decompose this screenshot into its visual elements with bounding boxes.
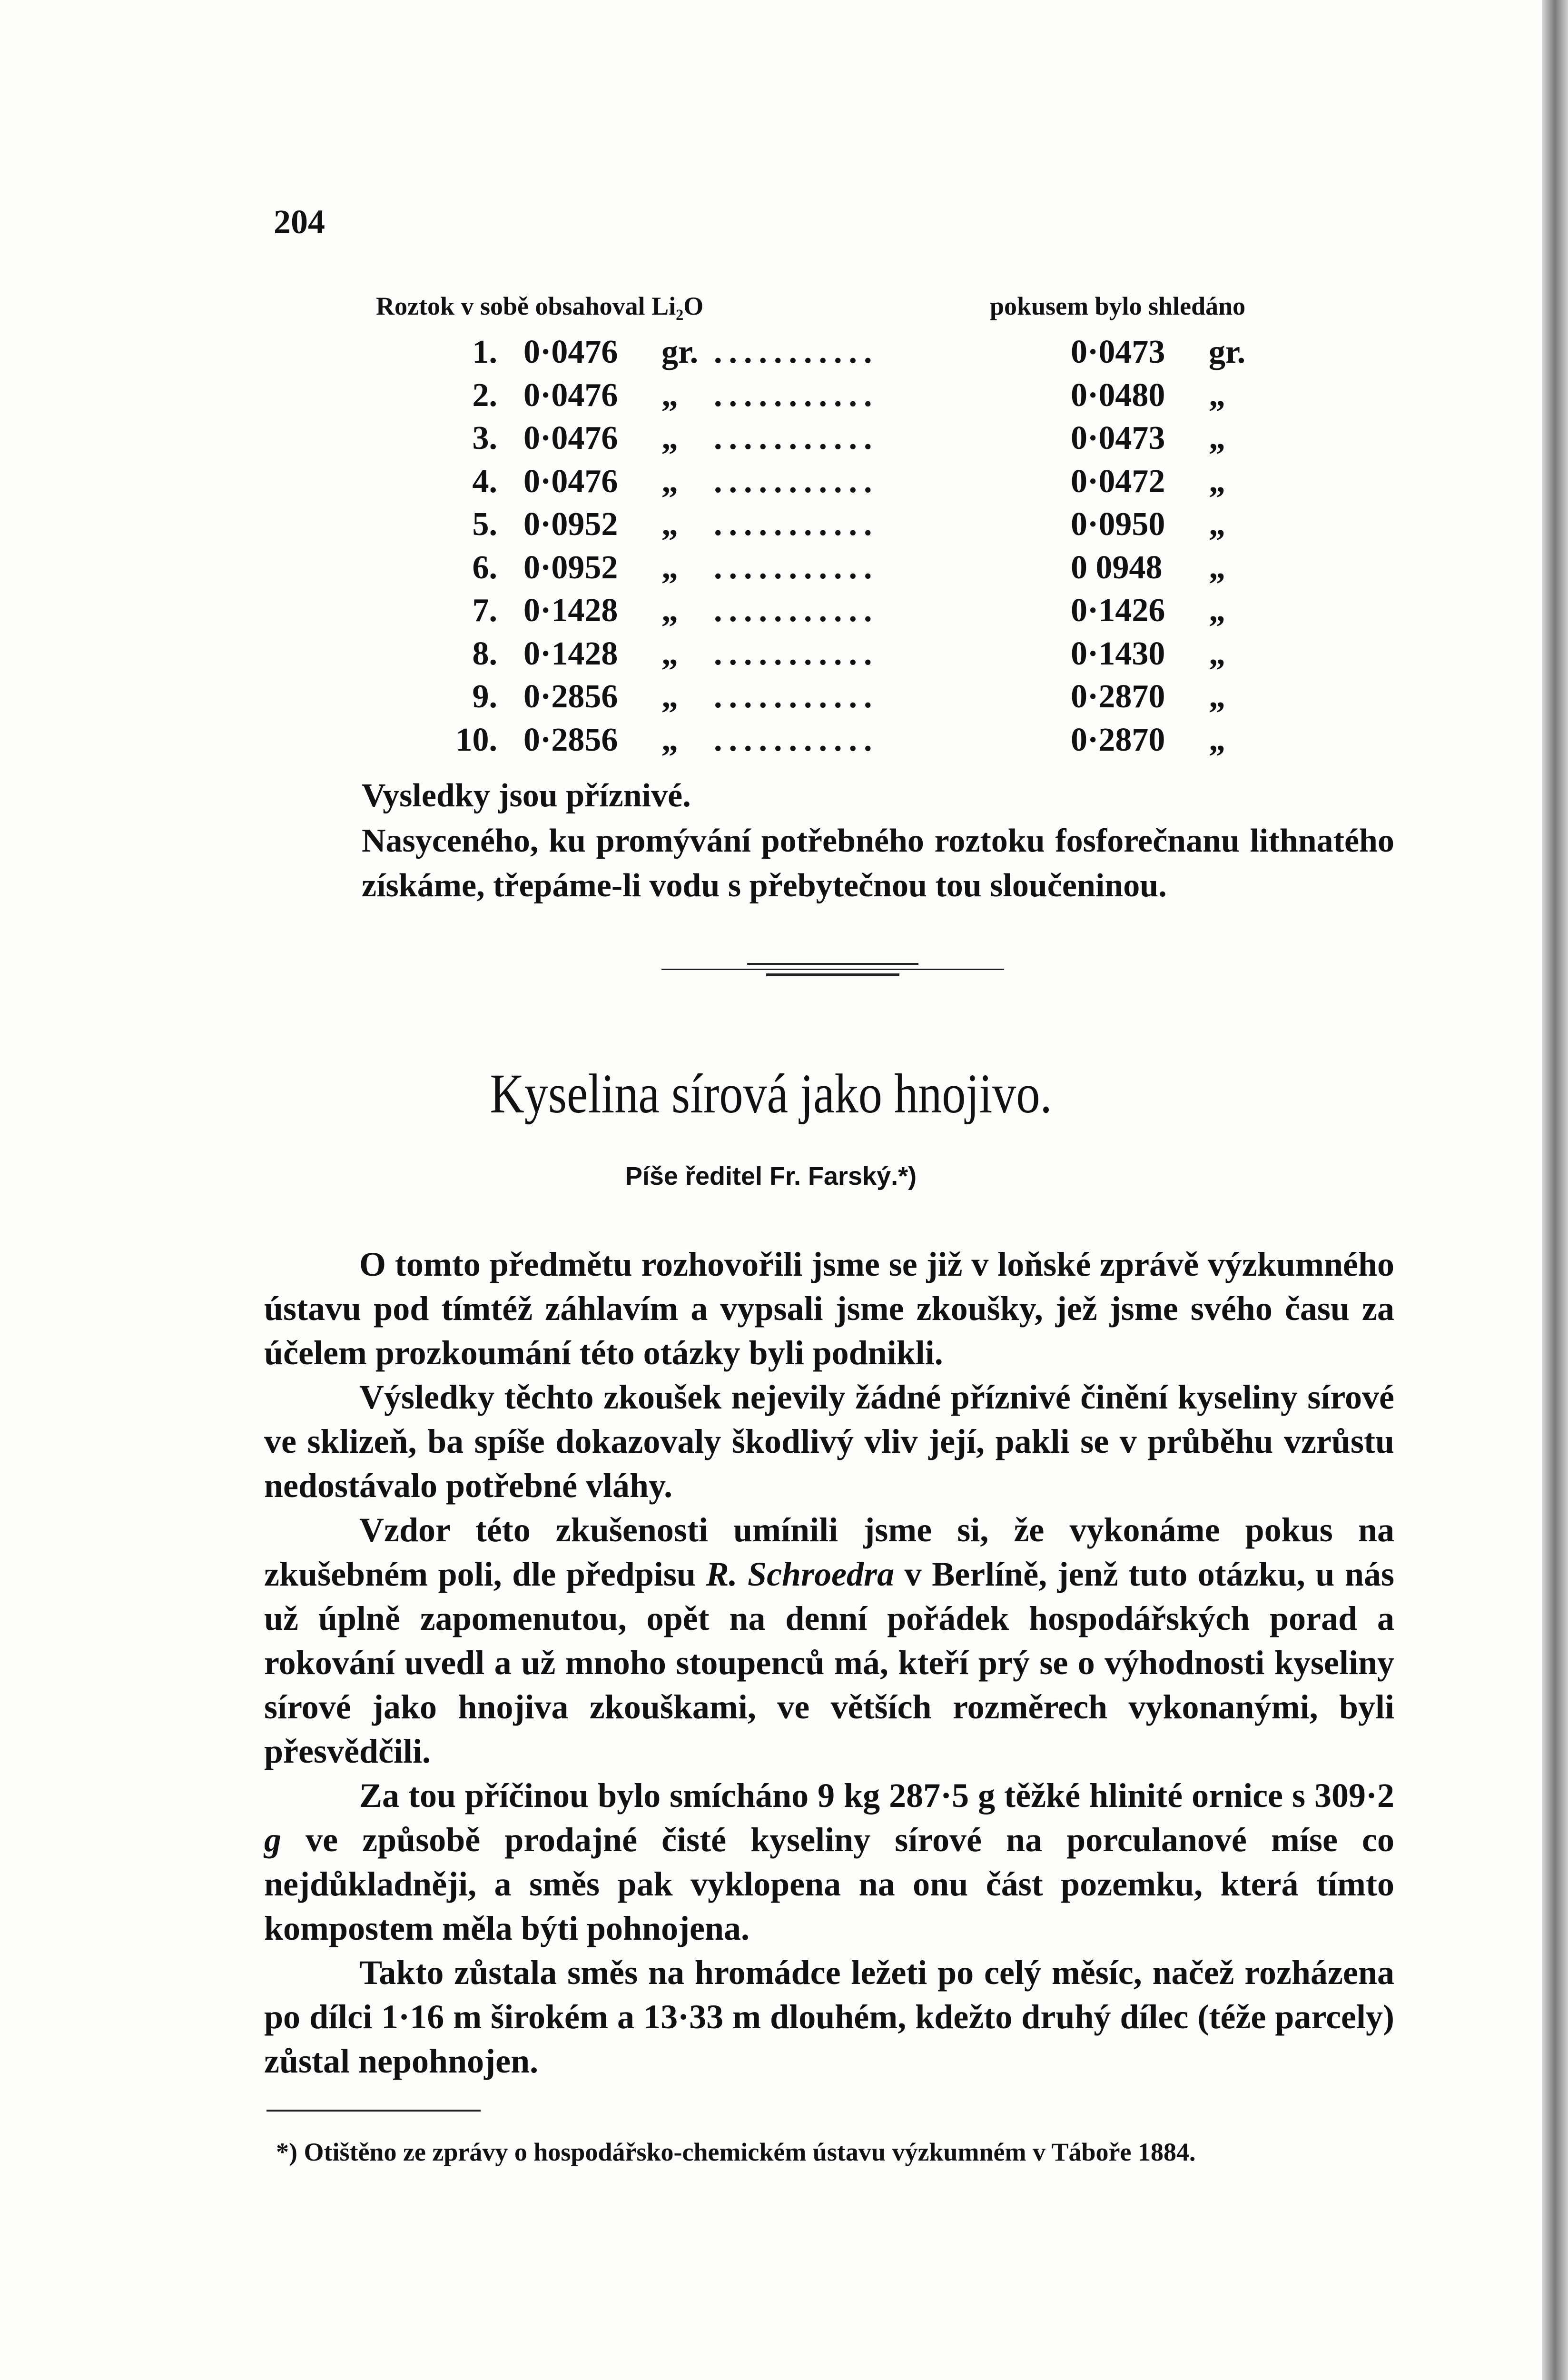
- row-dots: ...........: [714, 463, 879, 500]
- row-unit2: „: [1209, 463, 1225, 500]
- row-unit2: „: [1209, 635, 1225, 672]
- section-divider: [661, 959, 1004, 978]
- scan-edge: [1542, 0, 1568, 2380]
- row-val2: 0·0950: [1071, 506, 1165, 543]
- row-unit2: „: [1209, 506, 1225, 543]
- paragraph-4: Za tou příčinou bylo smícháno 9 kg 287·5 g těžké hlinité ornice s 309·2 g ve způsobě prodajné čisté kyseliny sírové na porculanové míse co nejdůkladněji, a směs pak vyklopena na onu část pozemku, která tímto kompostem měla býti pohnojena.: [264, 1776, 1394, 1947]
- row-unit2: gr.: [1209, 334, 1246, 370]
- row-unit1: „: [661, 506, 678, 543]
- footnote-rule: [266, 2110, 481, 2112]
- row-num: 1.: [472, 334, 497, 370]
- row-unit1: „: [661, 549, 678, 586]
- row-val1: 0·0476: [523, 377, 618, 414]
- row-unit1: „: [661, 592, 678, 629]
- article-body: [264, 1242, 1394, 2083]
- row-unit1: „: [661, 721, 678, 758]
- row-val2: 0·1426: [1071, 592, 1165, 629]
- row-num: 10.: [455, 721, 497, 758]
- row-unit2: „: [1209, 678, 1225, 715]
- table-row: [409, 377, 1290, 415]
- row-val1: 0·0476: [523, 420, 618, 456]
- row-unit2: „: [1209, 549, 1225, 586]
- results-paragraph: Nasyceného, ku promývání potřebného roztoku fosforečnanu lithnatého získáme, třepáme-li vodu s přebytečnou tou sloučeninou.: [362, 823, 1394, 904]
- row-num: 9.: [472, 678, 497, 715]
- row-unit1: gr.: [661, 334, 699, 370]
- table-row: [409, 549, 1290, 587]
- row-num: 6.: [472, 549, 497, 586]
- row-dots: ...........: [714, 721, 879, 758]
- row-dots: ...........: [714, 549, 879, 586]
- table-row: [409, 463, 1290, 501]
- row-val2: 0·2870: [1071, 721, 1165, 758]
- table-row: [409, 635, 1290, 673]
- row-val1: 0·0952: [523, 549, 618, 586]
- row-dots: ...........: [714, 377, 879, 414]
- row-num: 3.: [472, 420, 497, 456]
- article-byline: Píše ředitel Fr. Farský.*): [625, 1162, 917, 1190]
- paragraph-2: Výsledky těchto zkoušek nejevily žádné příznivé činění kyseliny sírové ve sklizeň, ba spíše dokazovaly škodlivý vliv její, pakli se v průběhu vzrůstu nedostávalo potřebné vláhy.: [264, 1378, 1394, 1505]
- table-row: [409, 333, 1290, 371]
- table-row: [409, 419, 1290, 457]
- row-unit1: „: [661, 463, 678, 500]
- row-unit2: „: [1209, 592, 1225, 629]
- row-dots: ...........: [714, 506, 879, 543]
- row-val1: 0·0952: [523, 506, 618, 543]
- row-val2: 0·2870: [1071, 678, 1165, 715]
- paragraph-3: Vzdor této zkušenosti umínili jsme si, že vykonáme pokus na zkušebném poli, dle předpisu R. Schroedra v Berlíně, jenž tuto otázku, u nás už úplně zapomenutou, opět na denní pořádek hospodářských porad a rokování uvedl a už mnoho stoupenců má, kteří prý se o výhodnosti kyseliny sírové jako hnojiva zkouškami, ve větších rozměrech vykonanými, byli přesvědčili.: [264, 1511, 1395, 1770]
- row-unit1: „: [661, 420, 678, 456]
- paragraph-5: Takto zůstala směs na hromádce ležeti po celý měsíc, načež rozházena po dílci 1·16 m širokém a 13·33 m dlouhém, kdežto druhý dílec (téže parcely) zůstal nepohnojen.: [264, 1954, 1394, 2080]
- row-val2: 0·0473: [1071, 334, 1165, 370]
- row-num: 4.: [472, 463, 497, 500]
- row-num: 5.: [472, 506, 497, 543]
- table-header-right: pokusem bylo shledáno: [990, 292, 1246, 320]
- article-title: Kyselina sírová jako hnojivo.: [490, 1062, 1052, 1125]
- row-unit2: „: [1209, 420, 1225, 456]
- row-val1: 0·2856: [523, 721, 618, 758]
- table-header-left: Roztok v sobě obsahoval Li₂O: [376, 292, 704, 320]
- row-unit2: „: [1209, 721, 1225, 758]
- row-dots: ...........: [714, 420, 879, 456]
- results-line: Vysledky jsou příznivé.: [362, 777, 691, 814]
- row-unit1: „: [661, 377, 678, 414]
- footnote: *) Otištěno ze zprávy o hospodářsko-chemickém ústavu výzkumném v Táboře 1884.: [276, 2138, 1196, 2166]
- row-val2: 0 0948: [1071, 549, 1163, 586]
- row-unit1: „: [661, 635, 678, 672]
- row-unit1: „: [661, 678, 678, 715]
- row-val1: 0·0476: [523, 463, 618, 500]
- table-row: [409, 506, 1290, 544]
- author-name: R. Schroedra: [706, 1555, 895, 1593]
- row-val1: 0·1428: [523, 635, 618, 672]
- row-val2: 0·0473: [1071, 420, 1165, 456]
- row-dots: ...........: [714, 635, 879, 672]
- row-num: 2.: [472, 377, 497, 414]
- row-val1: 0·0476: [523, 334, 618, 370]
- row-num: 7.: [472, 592, 497, 629]
- row-val1: 0·2856: [523, 678, 618, 715]
- table-row: [409, 592, 1290, 630]
- paragraph-1: O tomto předmětu rozhovořili jsme se již v loňské zprávě výzkumného ústavu pod tímtéž záhlavím a vypsali jsme zkoušky, jež jsme svého času za účelem prozkoumání této otázky byli podnikli.: [264, 1245, 1394, 1372]
- row-num: 8.: [472, 635, 497, 672]
- row-unit2: „: [1209, 377, 1225, 414]
- table-row: [409, 678, 1290, 716]
- row-dots: ...........: [714, 334, 879, 370]
- page-number: 204: [274, 203, 325, 241]
- table-row: [409, 721, 1290, 759]
- row-val1: 0·1428: [523, 592, 618, 629]
- row-dots: ...........: [714, 592, 879, 629]
- row-dots: ...........: [714, 678, 879, 715]
- row-val2: 0·0480: [1071, 377, 1165, 414]
- row-val2: 0·1430: [1071, 635, 1165, 672]
- row-val2: 0·0472: [1071, 463, 1165, 500]
